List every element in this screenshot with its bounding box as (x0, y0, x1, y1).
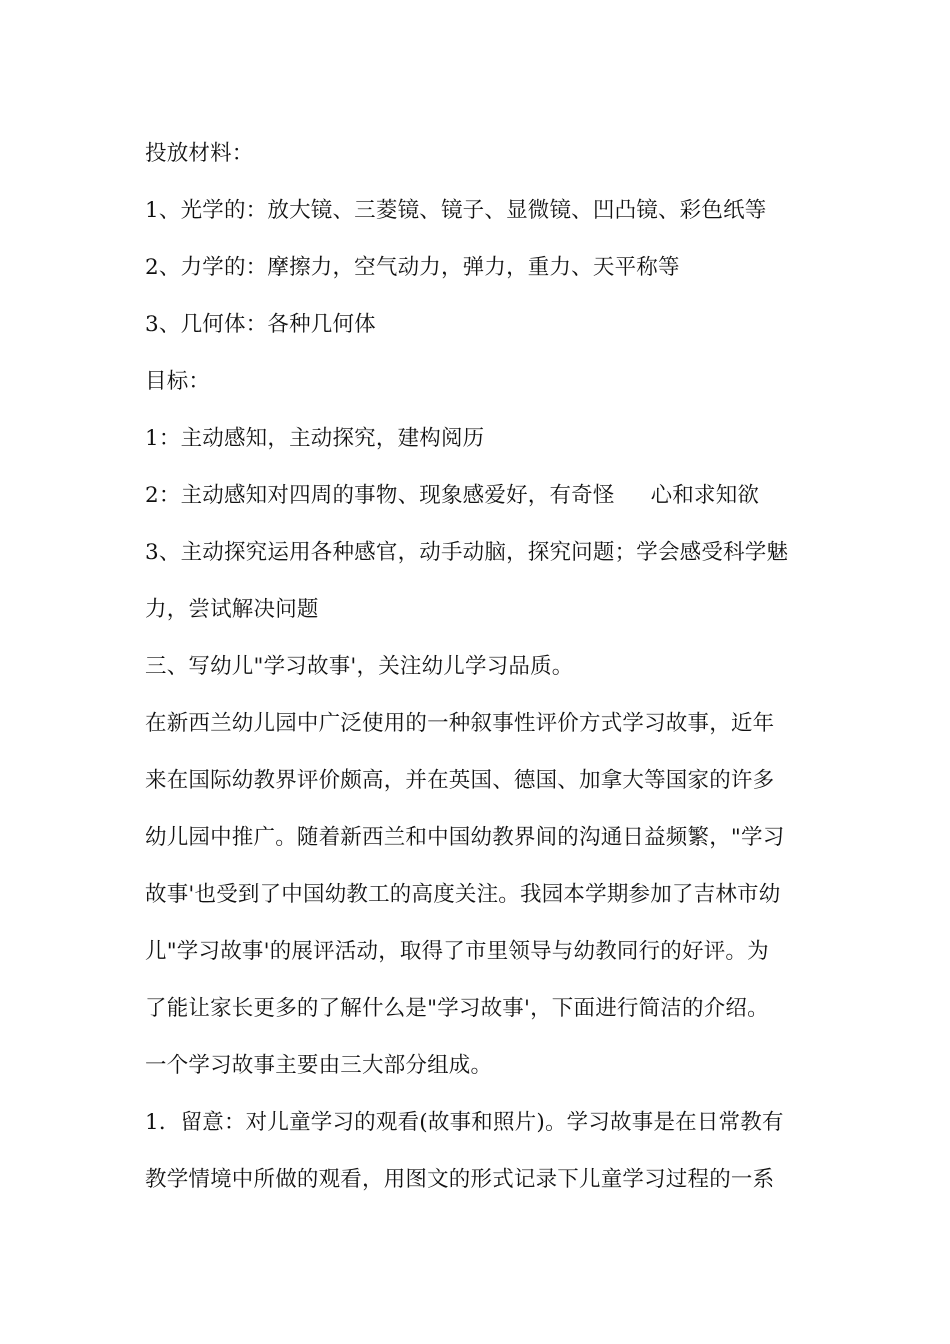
paragraph-line: 幼儿园中推广。随着新西兰和中国幼教界间的沟通日益频繁，"学习 (145, 825, 785, 850)
list-item-mechanics: 2、力学的：摩擦力，空气动力，弹力，重力、天平称等 (145, 255, 680, 280)
goal-item-1: 1：主动感知，主动探究，建构阅历 (145, 426, 485, 451)
paragraph-line: 儿"学习故事'的展评活动，取得了市里领导与幼教同行的好评。为 (145, 939, 769, 964)
list-item-geometry: 3、几何体：各种几何体 (145, 312, 376, 337)
list-item-optics: 1、光学的：放大镜、三菱镜、镜子、显微镜、凹凸镜、彩色纸等 (145, 198, 767, 223)
paragraph-line: 教学情境中所做的观看，用图文的形式记录下儿童学习过程的一系 (145, 1167, 775, 1192)
heading-goals: 目标： (145, 369, 211, 394)
paragraph-line: 1．留意：对儿童学习的观看(故事和照片)。学习故事是在日常教有 (145, 1110, 784, 1135)
goal-item-3: 3、主动探究运用各种感官，动手动脑，探究问题；学会感受科学魅 (145, 540, 789, 565)
paragraph-line: 在新西兰幼儿园中广泛使用的一种叙事性评价方式学习故事，近年 (145, 711, 775, 736)
paragraph-line: 了能让家长更多的了解什么是"学习故事'，下面进行简洁的介绍。 (145, 996, 769, 1021)
heading-materials: 投放材料： (145, 141, 254, 166)
paragraph-line: 来在国际幼教界评价颇高，并在英国、德国、加拿大等国家的许多 (145, 768, 775, 793)
goal-item-2-part2: 心和求知欲 (650, 483, 760, 508)
section-heading-3: 三、写幼儿"学习故事'，关注幼儿学习品质。 (145, 654, 574, 679)
paragraph-line: 故事'也受到了中国幼教工的高度关注。我园本学期参加了吉林市幼 (145, 882, 781, 907)
goal-item-2-part1: 2：主动感知对四周的事物、现象感爱好，有奇怪 (145, 483, 615, 508)
paragraph-line: 一个学习故事主要由三大部分组成。 (145, 1053, 493, 1078)
goal-item-2 (145, 482, 759, 510)
goal-item-3-cont: 力，尝试解决问题 (145, 597, 319, 622)
